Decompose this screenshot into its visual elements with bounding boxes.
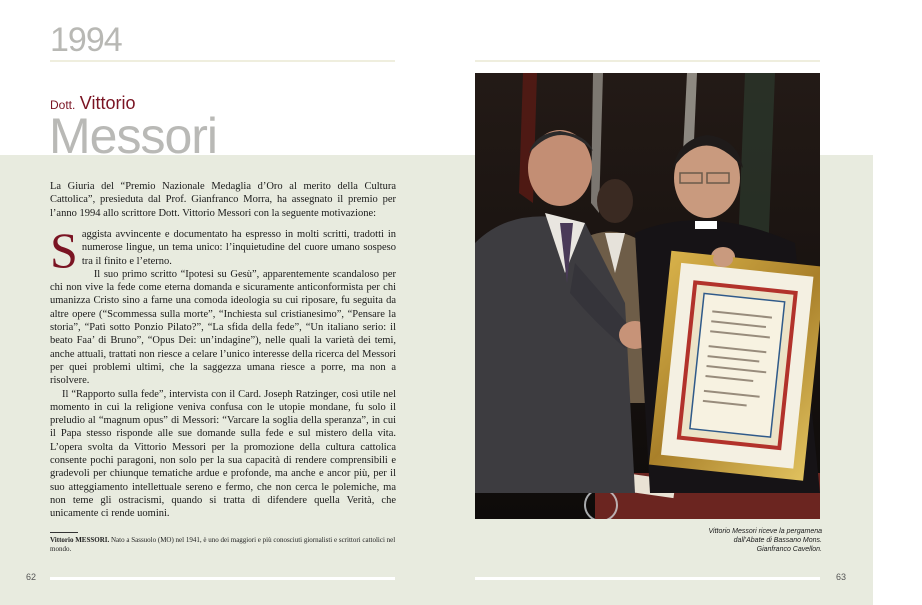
bottom-rule-left [50, 577, 395, 580]
top-rule-left [50, 60, 395, 62]
top-rule-right [475, 60, 820, 62]
intro-paragraph: La Giuria del “Premio Nazionale Medaglia d’Oro al merito della Cultura Cattolica”, presieduta dal Prof. Gianfranco Morra, ha assegnato il premio per l’anno 1994 allo scrittore Dott. Vittorio Messori con la seguente motivazione: [50, 181, 396, 219]
motivation-paragraph-2: Il suo primo scritto “Ipotesi su Gesù”, apparentemente scandaloso per chi non vive la fede come eterna domanda e sicuramente anticonformista per chi umanizza Cristo sino a farne una comoda ideologia su cui riposare, fu seguita da altre opere (“Scommessa sulla morte”, “Inchiesta sul cristianesimo”, “Pensare la storia”, “Patì sotto Ponzio Pilato?”, “La sfida della fede”, “Un italiano serio: il beato Faa’ di Bruno”, “Opus Dei: un’indagine”), nelle quali la varietà dei temi, anche attuali, trattati non riesce a celare l’unico interesse della ricerca del Messori per quei problemi ultimi, che la saggezza umana riesce a porre, ma non a risolvere. [50, 268, 396, 387]
bottom-rule-right [475, 577, 820, 580]
drop-cap: S [50, 222, 78, 278]
footnote [50, 536, 396, 554]
left-page [0, 0, 440, 605]
page-number-right: 63 [836, 572, 847, 582]
footnote-text: Nato a Sassuolo (MO) nel 1941, è uno dei maggiori e più conosciuti giornalisti e scrittori cattolici nel mondo. [50, 536, 396, 553]
year-heading: 1994 [50, 21, 122, 59]
motivation-p1-text: aggista avvincente e documentato ha espresso in molti scritti, tradotti in numerose lingue, un tema unico: l’inquietudine del cuore umano sospeso tra il finito e l’eterno. [81, 229, 396, 267]
motivation-paragraph-3: Il “Rapporto sulla fede”, intervista con il Card. Joseph Ratzinger, così utile nel momento in cui la religione veniva confusa con le utopie mondane, fu solo il preludio al “magnum opus” di Messori: “Varcare la soglia della speranza”, in cui il Papa stesso risponde alle sue domande sulla fede e sul mistero della vita. L’opera svolta da Vittorio Messori per la promozione della cultura cattolica consente pochi paragoni, non solo per la sua capacità di rendere comprensibili e gradevoli per chiunque tematiche ardue e profonde, ma anche e ancor più, per il suo atteggiamento intellettuale sereno e fermo, che non cerca le polemiche, ma non teme gli ostracismi, quando si tratta di difendere quella Verità, che unicamente ci rende uomini. [50, 388, 396, 520]
name-prefix: Dott. [50, 98, 76, 112]
surname-heading: Messori [49, 108, 218, 164]
motivation-text [50, 222, 396, 521]
award-photo [475, 73, 820, 519]
page-number-left: 62 [26, 572, 37, 582]
photo-caption: Vittorio Messori riceve la pergamena dall’Abate di Bassano Mons. Gianfranco Cavellon. [708, 528, 822, 553]
footnote-name: Vittorio MESSORI. [50, 536, 110, 544]
photo-illustration [475, 73, 820, 519]
first-name: Vittorio [79, 93, 136, 113]
footnote-rule [50, 532, 78, 533]
motivation-paragraph-1 [50, 222, 396, 278]
